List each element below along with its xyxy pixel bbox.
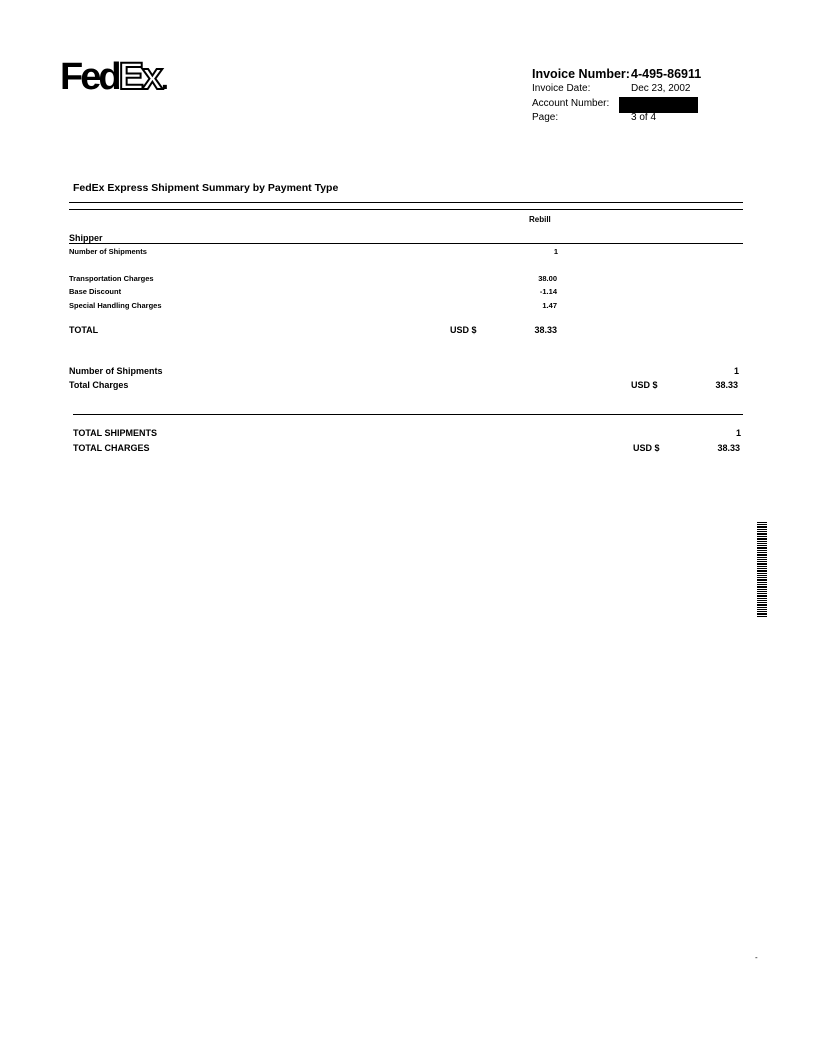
- divider-grand-total: [73, 414, 743, 415]
- row-value: -1.14: [539, 287, 557, 296]
- row-label: Special Handling Charges: [69, 301, 162, 310]
- invoice-number-label: Invoice Number:: [532, 67, 630, 81]
- divider-top-1: [69, 202, 743, 203]
- page-value: 3 of 4: [631, 112, 657, 123]
- grand-total-shipments-value: 1: [735, 428, 741, 438]
- total-currency: USD $: [450, 325, 477, 335]
- grand-total-shipments-label: TOTAL SHIPMENTS: [73, 428, 158, 438]
- invoice-number-value: 4-495-86911: [631, 67, 702, 81]
- invoice-date-value: Dec 23, 2002: [631, 83, 691, 94]
- grand-total-charges-currency: USD $: [633, 443, 660, 453]
- subtotal-shipments-label: Number of Shipments: [69, 366, 163, 376]
- summary-title: FedEx Express Shipment Summary by Payment Type: [73, 182, 339, 194]
- column-header-rebill: Rebill: [529, 215, 551, 224]
- invoice-date-label: Invoice Date:: [532, 83, 591, 94]
- page-label: Page:: [532, 112, 559, 123]
- subtotal-shipments-value: 1: [733, 366, 739, 376]
- subtotal-charges-value: 38.33: [715, 380, 738, 390]
- row-label: Base Discount: [69, 287, 122, 296]
- divider-top-2: [69, 209, 743, 210]
- account-number-redaction: [619, 97, 698, 113]
- total-label: TOTAL: [69, 325, 99, 335]
- row-value: 1.47: [542, 301, 557, 310]
- row-label: Number of Shipments: [69, 247, 147, 256]
- section-label-shipper: Shipper: [69, 233, 103, 243]
- row-value: 38.00: [538, 274, 557, 283]
- account-number-label: Account Number:: [532, 98, 610, 109]
- subtotal-charges-label: Total Charges: [69, 380, 129, 390]
- fedex-logo: FedEx.: [60, 56, 169, 98]
- barcode: [757, 522, 767, 622]
- row-label: Transportation Charges: [69, 274, 154, 283]
- footer-mark: -: [755, 953, 758, 962]
- total-value: 38.33: [534, 325, 557, 335]
- grand-total-charges-label: TOTAL CHARGES: [73, 443, 150, 453]
- subtotal-charges-currency: USD $: [631, 380, 658, 390]
- row-value: 1: [553, 247, 558, 256]
- grand-total-charges-value: 38.33: [717, 443, 740, 453]
- divider-shipper: [69, 243, 743, 244]
